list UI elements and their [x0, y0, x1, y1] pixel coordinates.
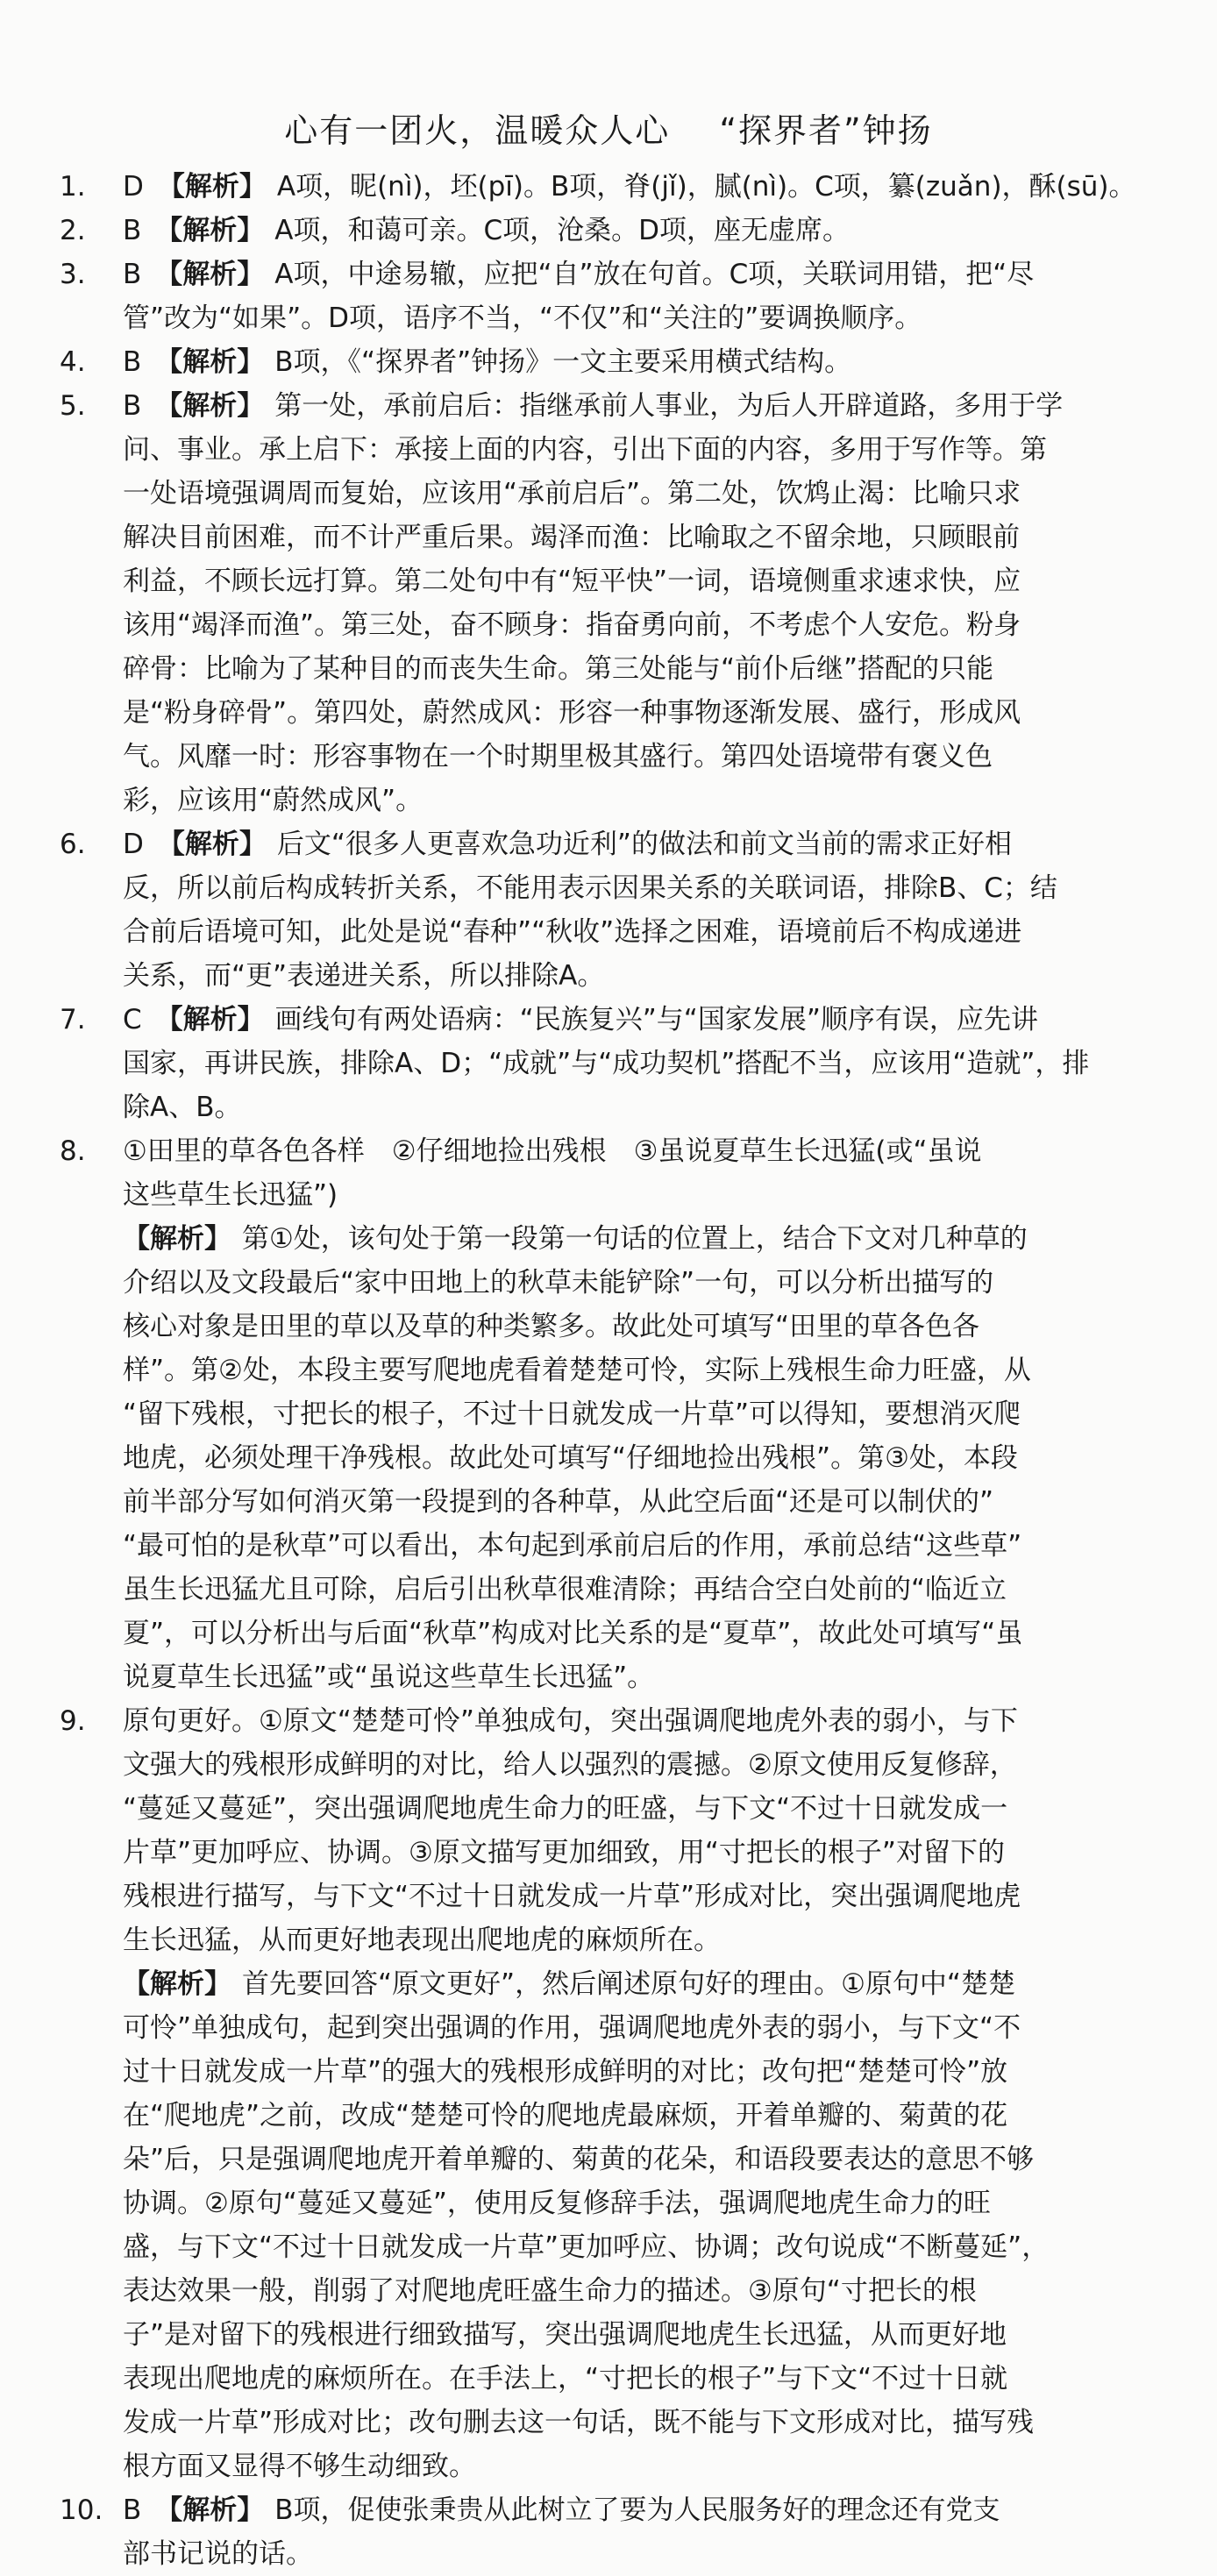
page-title: [0, 103, 1217, 152]
text-line: [123, 735, 1156, 779]
line-text: 除A、B。: [123, 1092, 242, 1123]
text-line: [123, 516, 1156, 559]
line-text: 核心对象是田里的草以及草的种类繁多。故此处可填写“田里的草各色各: [123, 1311, 980, 1342]
answer-item: [60, 209, 1156, 253]
text-line: [123, 647, 1156, 691]
line-text: B项，促使张秉贵从此树立了要为人民服务好的理念还有党支: [274, 2494, 1000, 2526]
text-line: [123, 1743, 1156, 1787]
item-number: 3.: [60, 259, 86, 290]
text-line: [123, 1042, 1156, 1085]
analysis-line: [123, 2094, 1156, 2138]
text-line: [123, 822, 1156, 866]
line-text: 表现出爬地虎的麻烦所在。在手法上，“寸把长的根子”与下文“不过十日就: [123, 2363, 1008, 2395]
answer-letter: C: [123, 1004, 142, 1035]
line-text: 文强大的残根形成鲜明的对比，给人以强烈的震撼。②原文使用反复修辞，: [123, 1749, 1017, 1781]
line-text: 表达效果一般，削弱了对爬地虎旺盛生命力的描述。③原句“寸把长的根: [123, 2275, 977, 2307]
analysis-line: [123, 1612, 1156, 1655]
answer-letter: B: [123, 390, 142, 422]
line-text: 第一处，承前启后：指继承前人事业，为后人开辟道路，多用于学: [274, 390, 1064, 422]
item-number: 1.: [60, 171, 86, 203]
text-line: [123, 691, 1156, 735]
answer-item: [60, 1699, 1156, 2488]
line-text: 反，所以前后构成转折关系，不能用表示因果关系的关联词语，排除B、C；结: [123, 872, 1057, 904]
line-text: 利益，不顾长远打算。第二处句中有“短平快”一词，语境侧重求速求快，应: [123, 566, 1021, 597]
item-number: 4.: [60, 346, 86, 378]
analysis-line: [123, 1655, 1156, 1699]
line-text: 解决目前困难，而不计严重后果。竭泽而渔：比喻取之不留余地，只顾眼前: [123, 522, 1020, 553]
item-body: [123, 209, 1156, 253]
line-text: 过十日就发成一片草”的强大的残根形成鲜明的对比；改句把“楚楚可怜”放: [123, 2056, 1008, 2088]
text-line: [123, 1831, 1156, 1875]
line-text: 盛，与下文“不过十日就发成一片草”更加呼应、协调；改句说成“不断蔓延”，: [123, 2231, 1050, 2263]
line-text: 残根进行描写，与下文“不过十日就发成一片草”形成对比，突出强调爬地虎: [123, 1881, 1021, 1912]
analysis-label: 【解析】: [155, 259, 265, 290]
analysis-line: [123, 2444, 1156, 2488]
line-text: 气。风靡一时：形容事物在一个时期里极其盛行。第四处语境带有褒义色: [123, 741, 993, 772]
text-line: [123, 1875, 1156, 1918]
line-text: 说夏草生长迅猛”或“虽说这些草生长迅猛”。: [123, 1662, 655, 1693]
analysis-line: [123, 2225, 1156, 2269]
line-text: 该用“竭泽而渔”。第三处，奋不顾身：指奋勇向前，不考虑个人安危。粉身: [123, 609, 1021, 641]
answer-letter: D: [123, 829, 144, 860]
text-line: [123, 910, 1156, 954]
line-text: 后文“很多人更喜欢急功近利”的做法和前文当前的需求正好相: [276, 829, 1012, 860]
item-body: [123, 1129, 1156, 1699]
text-line: [123, 1699, 1156, 1743]
analysis-line: [123, 1568, 1156, 1612]
text-line: [123, 2488, 1156, 2532]
answer-letter: B: [123, 215, 142, 246]
analysis-line: [123, 2181, 1156, 2225]
line-text: 子”是对留下的残根进行细致描写，突出强调爬地虎生长迅猛，从而更好地: [123, 2319, 1007, 2351]
item-number: 9.: [60, 1705, 86, 1737]
answer-item: [60, 253, 1156, 340]
line-text: 原句更好。①原文“楚楚可怜”单独成句，突出强调爬地虎外表的弱小，与下: [123, 1705, 1018, 1737]
analysis-line: [123, 1348, 1156, 1392]
analysis-label: 【解析】: [155, 215, 265, 246]
line-text: 碎骨：比喻为了某种目的而丧失生命。第三处能与“前仆后继”搭配的只能: [123, 653, 994, 685]
line-text: 发成一片草”形成对比；改句删去这一句话，既不能与下文形成对比，描写残: [123, 2407, 1035, 2438]
line-text: “留下残根，寸把长的根子，不过十日就发成一片草”可以得知，要想消灭爬: [123, 1398, 1021, 1430]
answer-item: [60, 340, 1156, 384]
line-text: 第①处，该句处于第一段第一句话的位置上，结合下文对几种草的: [242, 1223, 1028, 1255]
line-text: A项，中途易辙，应把“自”放在句首。C项，关联词用错，把“尽: [274, 259, 1035, 290]
text-line: [123, 1129, 1156, 1173]
answer-letter: B: [123, 259, 142, 290]
line-text: 首先要回答“原文更好”，然后阐述原句好的理由。①原句中“楚楚: [242, 1968, 1015, 2000]
text-line: [123, 866, 1156, 910]
line-text: 是“粉身碎骨”。第四处，蔚然成风：形容一种事物逐渐发展、盛行，形成风: [123, 697, 1021, 729]
answer-item: [60, 2488, 1156, 2576]
line-text: 介绍以及文段最后“家中田地上的秋草未能铲除”一句，可以分析出描写的: [123, 1267, 994, 1299]
analysis-line: [123, 1392, 1156, 1436]
analysis-line: [123, 1305, 1156, 1348]
item-body: [123, 384, 1156, 822]
analysis-label: 【解析】: [123, 1968, 231, 2000]
item-number: 10.: [60, 2494, 103, 2526]
item-body: [123, 253, 1156, 340]
text-line: [123, 1085, 1156, 1129]
analysis-line: [123, 2313, 1156, 2357]
line-text: 国家，再讲民族，排除A、D；“成就”与“成功契机”搭配不当，应该用“造就”，排: [123, 1048, 1090, 1079]
item-number: 8.: [60, 1135, 86, 1167]
item-body: [123, 1699, 1156, 2488]
item-number: 6.: [60, 829, 86, 860]
answer-letter: B: [123, 346, 142, 378]
analysis-label: 【解析】: [155, 346, 265, 378]
text-line: [123, 2532, 1156, 2576]
analysis-line: [123, 1261, 1156, 1305]
item-body: [123, 2488, 1156, 2576]
line-text: 生长迅猛，从而更好地表现出爬地虎的麻烦所在。: [123, 1925, 721, 1956]
line-text: “最可怕的是秋草”可以看出，本句起到承前启后的作用，承前总结“这些草”: [123, 1530, 1022, 1562]
text-line: [123, 779, 1156, 822]
line-text: 一处语境强调周而复始，应该用“承前启后”。第二处，饮鸩止渴：比喻只求: [123, 478, 1021, 509]
answer-item: [60, 1129, 1156, 1699]
title-right: “探界者”钟扬: [719, 111, 933, 150]
line-text: 地虎，必须处理干净残根。故此处可填写“仔细地捡出残根”。第③处，本段: [123, 1442, 1018, 1474]
analysis-line: [123, 2138, 1156, 2181]
line-text: 虽生长迅猛尤且可除，启后引出秋草很难清除；再结合空白处前的“临近立: [123, 1574, 1007, 1605]
line-text: 合前后语境可知，此处是说“春种”“秋收”选择之困难，语境前后不构成递进: [123, 916, 1022, 948]
line-text: 朵”后，只是强调爬地虎开着单瓣的、菊黄的花朵，和语段要表达的意思不够: [123, 2144, 1035, 2175]
item-number: 7.: [60, 1004, 86, 1035]
text-line: [123, 559, 1156, 603]
answer-list: [60, 165, 1156, 2576]
text-line: [123, 1173, 1156, 1217]
line-text: 可怜”单独成句，起到突出强调的作用，强调爬地虎外表的弱小，与下文“不: [123, 2012, 1021, 2044]
line-text: B项，《“探界者”钟扬》一文主要采用横式结构。: [274, 346, 852, 378]
title-left: 心有一团火，温暖众人心: [284, 111, 671, 150]
item-number: 5.: [60, 390, 86, 422]
text-line: [123, 296, 1156, 340]
line-text: 协调。②原句“蔓延又蔓延”，使用反复修辞手法，强调爬地虎生命力的旺: [123, 2188, 991, 2219]
line-text: 夏”，可以分析出与后面“秋草”构成对比关系的是“夏草”，故此处可填写“虽: [123, 1618, 1023, 1649]
line-text: 彩，应该用“蔚然成风”。: [123, 785, 423, 816]
answer-item: [60, 384, 1156, 822]
analysis-line: [123, 2357, 1156, 2401]
line-text: 关系，而“更”表递进关系，所以排除A。: [123, 960, 605, 992]
text-line: [123, 428, 1156, 472]
analysis-line: [123, 1436, 1156, 1480]
line-text: 样”。第②处，本段主要写爬地虎看着楚楚可怜，实际上残根生命力旺盛，从: [123, 1355, 1031, 1386]
line-text: 问、事业。承上启下：承接上面的内容，引出下面的内容，多用于写作等。第: [123, 434, 1047, 466]
analysis-label: 【解析】: [123, 1223, 231, 1255]
analysis-line: [123, 1217, 1156, 1261]
answer-item: [60, 998, 1156, 1129]
answer-letter: D: [123, 171, 144, 203]
item-body: [123, 340, 1156, 384]
item-body: [123, 998, 1156, 1129]
text-line: [123, 1787, 1156, 1831]
answer-item: [60, 822, 1156, 998]
analysis-label: 【解析】: [155, 390, 265, 422]
analysis-label: 【解析】: [157, 829, 267, 860]
line-text: ①田里的草各色各样 ②仔细地捡出残根 ③虽说夏草生长迅猛(或“虽说: [123, 1135, 982, 1167]
line-text: “蔓延又蔓延”，突出强调爬地虎生命力的旺盛，与下文“不过十日就发成一: [123, 1793, 1008, 1825]
line-text: 根方面又显得不够生动细致。: [123, 2451, 476, 2482]
text-line: [123, 253, 1156, 296]
analysis-line: [123, 2006, 1156, 2050]
item-number: 2.: [60, 215, 86, 246]
line-text: 在“爬地虎”之前，改成“楚楚可怜的爬地虎最麻烦，开着单瓣的、菊黄的花: [123, 2100, 1008, 2131]
analysis-line: [123, 2401, 1156, 2444]
text-line: [123, 954, 1156, 998]
text-line: [123, 1918, 1156, 1962]
analysis-line: [123, 1480, 1156, 1524]
answer-item: [60, 165, 1156, 209]
line-text: 画线句有两处语病：“民族复兴”与“国家发展”顺序有误，应先讲: [274, 1004, 1038, 1035]
answer-letter: B: [123, 2494, 142, 2526]
item-body: [123, 822, 1156, 998]
text-line: [123, 209, 1156, 253]
analysis-line: [123, 1962, 1156, 2006]
analysis-label: 【解析】: [155, 1004, 265, 1035]
text-line: [123, 340, 1156, 384]
line-text: 这些草生长迅猛”): [123, 1179, 338, 1211]
analysis-line: [123, 2269, 1156, 2313]
text-line: [123, 603, 1156, 647]
analysis-line: [123, 1524, 1156, 1568]
text-line: [123, 165, 1156, 209]
text-line: [123, 384, 1156, 428]
analysis-label: 【解析】: [157, 171, 267, 203]
line-text: 管”改为“如果”。D项，语序不当，“不仅”和“关注的”要调换顺序。: [123, 302, 922, 334]
line-text: A项，和蔼可亲。C项，沧桑。D项，座无虚席。: [274, 215, 850, 246]
line-text: 前半部分写如何消灭第一段提到的各种草，从此空后面“还是可以制伏的”: [123, 1486, 994, 1518]
line-text: 部书记说的话。: [123, 2538, 313, 2570]
text-line: [123, 998, 1156, 1042]
analysis-label: 【解析】: [155, 2494, 265, 2526]
text-line: [123, 472, 1156, 516]
line-text: A项，昵(nì)，坯(pī)。B项，脊(jǐ)，腻(nì)。C项，纂(zuǎn)，酥(sū)。: [276, 171, 1136, 203]
item-body: [123, 165, 1156, 209]
line-text: 片草”更加呼应、协调。③原文描写更加细致，用“寸把长的根子”对留下的: [123, 1837, 1005, 1868]
analysis-line: [123, 2050, 1156, 2094]
